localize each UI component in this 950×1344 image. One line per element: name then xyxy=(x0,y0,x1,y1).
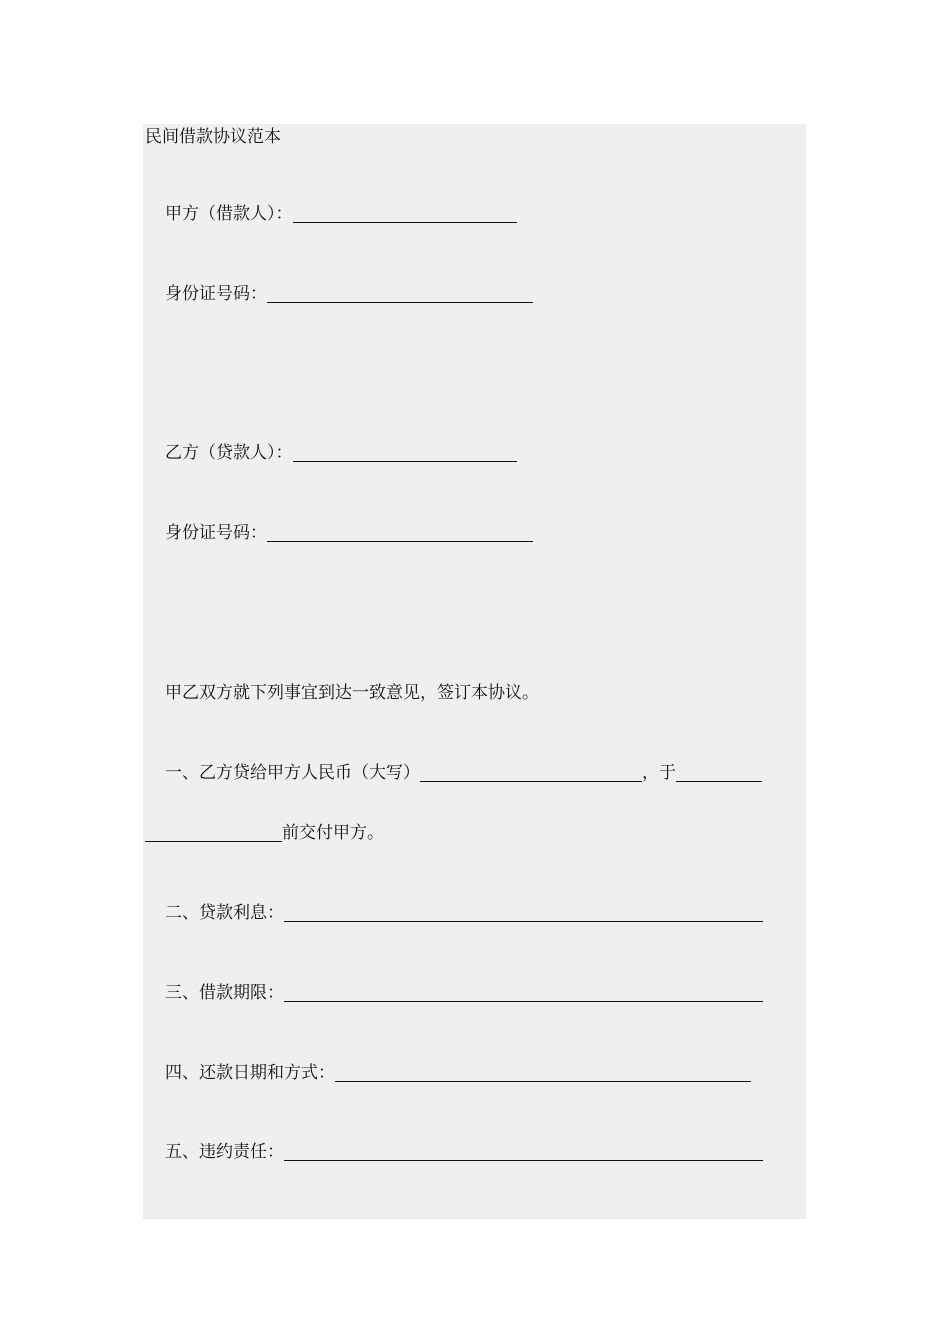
clause-1-prefix: 一、乙方贷给甲方人民币（大写） xyxy=(165,763,420,783)
clause-5-row xyxy=(165,1140,763,1164)
clause-1-continuation xyxy=(145,821,384,845)
party-a-id-label: 身份证号码： xyxy=(165,284,267,304)
document-title: 民间借款协议范本 xyxy=(145,127,281,147)
clause-4-row xyxy=(165,1061,751,1085)
liability-field[interactable] xyxy=(284,1142,763,1161)
party-a-id-row xyxy=(165,282,533,306)
clause-2-label: 二、贷款利息： xyxy=(165,903,284,923)
clause-1-suffix: 前交付甲方。 xyxy=(282,823,384,843)
agreement-intro: 甲乙双方就下列事宜到达一致意见，签订本协议。 xyxy=(165,683,539,703)
repayment-method-field[interactable] xyxy=(335,1063,751,1082)
clause-1-row xyxy=(165,761,762,785)
party-a-id-field[interactable] xyxy=(267,284,533,303)
party-b-id-row xyxy=(165,521,533,545)
party-b-id-label: 身份证号码： xyxy=(165,523,267,543)
loan-amount-field[interactable] xyxy=(420,763,642,782)
party-b-label: 乙方（贷款人）： xyxy=(165,443,293,463)
clause-1-middle: ，于 xyxy=(642,763,676,783)
party-a-label: 甲方（借款人）： xyxy=(165,204,293,224)
clause-3-row xyxy=(165,981,763,1005)
party-a-row xyxy=(165,202,517,226)
loan-term-field[interactable] xyxy=(284,983,763,1002)
delivery-date-field-part-1[interactable] xyxy=(676,763,762,782)
clause-2-row xyxy=(165,901,763,925)
party-b-row xyxy=(165,441,517,465)
delivery-date-field-part-2[interactable] xyxy=(145,823,282,842)
clause-3-label: 三、借款期限： xyxy=(165,983,284,1003)
party-b-name-field[interactable] xyxy=(293,443,517,462)
clause-4-label: 四、还款日期和方式： xyxy=(165,1063,335,1083)
party-b-id-field[interactable] xyxy=(267,523,533,542)
clause-5-label: 五、违约责任： xyxy=(165,1142,284,1162)
interest-field[interactable] xyxy=(284,903,763,922)
party-a-name-field[interactable] xyxy=(293,204,517,223)
